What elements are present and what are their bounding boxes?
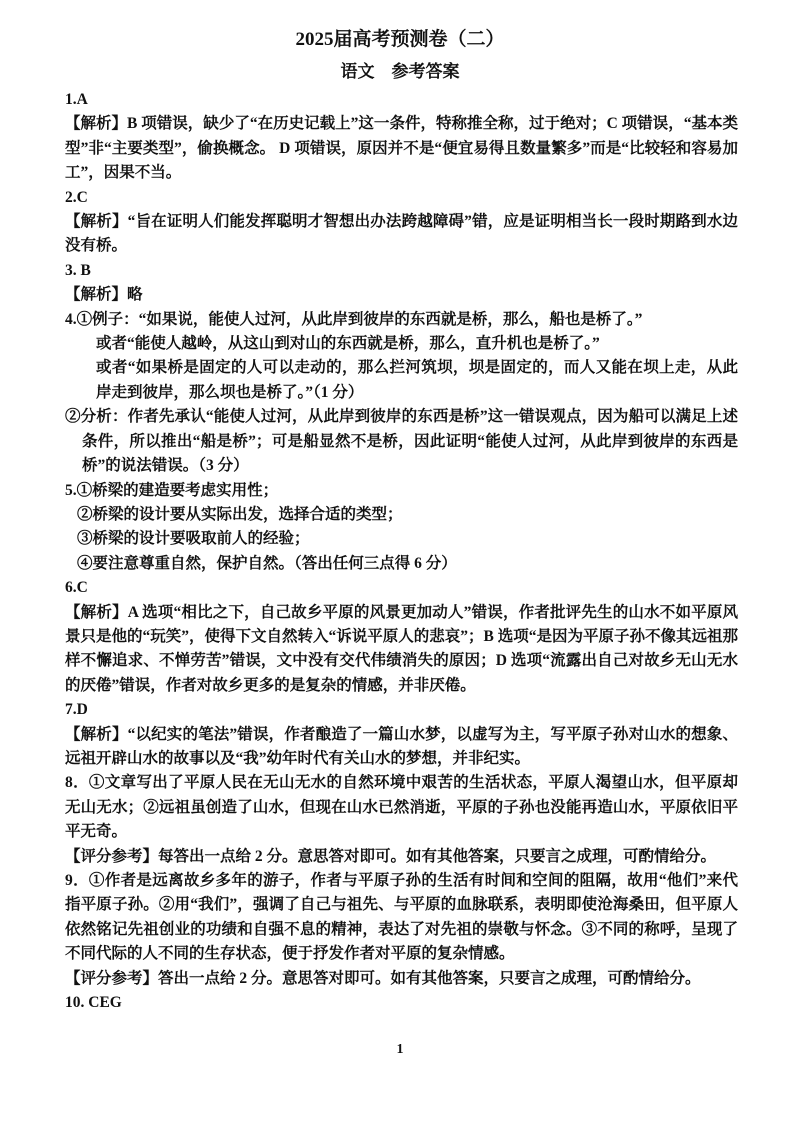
answer-line: 3. B — [65, 261, 91, 279]
page-title: 2025届高考预测卷（二） — [295, 29, 505, 50]
answer-line: 【解析】略 — [65, 286, 143, 304]
answers-body — [0, 88, 800, 1015]
answer-line: 2.C — [65, 188, 88, 206]
answer-line: ②分析：作者先承认“能使人过河，从此岸到彼岸的东西是桥”这一错误观点，因为船可以满足上述条件，所以推出“船是桥”；可是船显然不是桥，因此证明“能使人过河，从此岸到彼岸的东西是桥”的说法错误。（3 分） — [65, 408, 738, 475]
answer-line: 【评分参考】每答出一点给 2 分。意思答对即可。如有其他答案，只要言之成理，可酌情给分。 — [65, 847, 717, 865]
answer-line: 或者“能使人越岭，从这山到对山的东西就是桥，那么，直升机也是桥了。” — [96, 335, 600, 353]
answer-line: 【解析】“以纪实的笔法”错误，作者酿造了一篇山水梦，以虚写为主，写平原子孙对山水的想象、远祖开辟山水的故事以及“我”幼年时代有关山水的梦想，并非纪实。 — [65, 725, 738, 767]
answer-line: 【解析】“旨在证明人们能发挥聪明才智想出办法跨越障碍”错，应是证明相当长一段时期路到水边没有桥。 — [65, 213, 738, 255]
page-number: 1 — [396, 1042, 404, 1057]
answer-line: 6.C — [65, 579, 88, 597]
answer-line: 【评分参考】答出一点给 2 分。意思答对即可。如有其他答案，只要言之成理，可酌情给分。 — [65, 969, 701, 987]
answer-line: 或者“如果桥是固定的人可以走动的，那么拦河筑坝，坝是固定的，而人又能在坝上走，从此岸走到彼岸，那么坝也是桥了。”（1 分） — [96, 359, 738, 401]
answer-line: 【解析】A 选项“相比之下，自己故乡平原的风景更加动人”错误，作者批评先生的山水不如平原风景只是他的“玩笑”，使得下文自然转入“诉说平原人的悲哀”；B 选项“是因为平原子孙不像其远祖那样不懈追求、不惮劳苦”错误，文中没有交代伟绩消失的原因；D 选项“流露出自己对故乡无山无水的厌倦”错误，作者对故乡更多的是复杂的情感，并非厌倦。 — [65, 603, 738, 694]
answer-line: ②桥梁的设计要从实际出发，选择合适的类型； — [77, 505, 403, 523]
document-header — [0, 0, 800, 84]
answer-line: 【解析】B 项错误，缺少了“在历史记载上”这一条件，特称推全称，过于绝对；C 项错误，“基本类型”非“主要类型”，偷换概念。 D 项错误，原因并不是“便宜易得且数量繁多”而是“比较轻和容易加工”，因果不当。 — [65, 115, 738, 182]
answer-line: ④要注意尊重自然，保护自然。（答出任何三点得 6 分） — [77, 554, 457, 572]
answer-line: 4.①例子：“如果说，能使人过河，从此岸到彼岸的东西就是桥，那么，船也是桥了。” — [65, 310, 643, 328]
page-subtitle: 语文 参考答案 — [340, 62, 460, 81]
answer-line: 7.D — [65, 701, 88, 719]
answer-line: 10. CEG — [65, 994, 122, 1012]
answer-line: ③桥梁的设计要吸取前人的经验； — [77, 530, 310, 548]
answer-line: 8．①文章写出了平原人民在无山无水的自然环境中艰苦的生活状态，平原人渴望山水，但平原却无山无水；②远祖虽创造了山水，但现在山水已然消逝，平原的子孙也没能再造山水，平原依旧平平无奇。 — [65, 774, 738, 841]
answer-line: 5.①桥梁的建造要考虑实用性； — [65, 481, 279, 499]
answer-line: 9．①作者是远离故乡多年的游子，作者与平原子孙的生活有时间和空间的阻隔，故用“他们”来代指平原子孙。②用“我们”，强调了自己与祖先、与平原的血脉联系，表明即使沧海桑田，但平原人依然铭记先祖创业的功绩和自强不息的精神，表达了对先祖的崇敬与怀念。③不同的称呼，呈现了不同代际的人不同的生存状态，便于抒发作者对平原的复杂情感。 — [65, 872, 738, 963]
answer-line: 1.A — [65, 91, 88, 108]
